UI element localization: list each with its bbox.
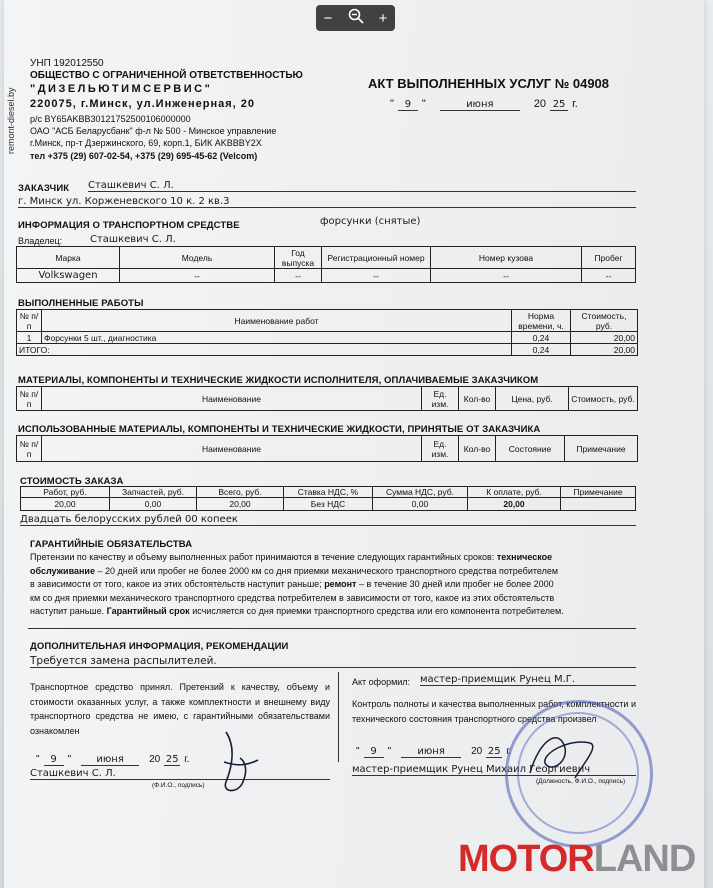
cost-section-title: СТОИМОСТЬ ЗАКАЗА xyxy=(20,476,124,487)
vehicle-header-reg: Регистрационный номер xyxy=(322,247,431,269)
warranty-l3a: в зависимости от того, какое из этих обстоятельств наступит раньше; xyxy=(30,579,325,589)
left-caption: (Ф.И.О., подпись) xyxy=(152,782,205,789)
watermark-part2: LAND xyxy=(593,838,696,880)
vehicle-body: -- xyxy=(431,269,582,283)
phones: тел +375 (29) 607-02-54, +375 (29) 695-45-62 (Velcom) xyxy=(30,151,258,161)
materials-header-cost: Стоимость, руб. xyxy=(569,387,638,411)
cost-vat-sum: 0,00 xyxy=(373,498,468,511)
bank-account: р/с BY65AKBB30121752500106000000 xyxy=(30,114,191,124)
materials-section-title: МАТЕРИАЛЫ, КОМПОНЕНТЫ И ТЕХНИЧЕСКИЕ ЖИДКОСТИ ИСПОЛНИТЕЛЯ, ОПЛАЧИВАЕМЫЕ ЗАКАЗЧИКОМ xyxy=(18,375,539,386)
vehicle-header-year: Год выпуска xyxy=(275,247,322,269)
warranty-l3c: – в течение 30 дней или пробег не более 2000 xyxy=(356,579,554,589)
cost-vat-rate: Без НДС xyxy=(284,498,373,511)
left-date-month: июня xyxy=(81,754,139,766)
materials-header-unit: Ед. изм. xyxy=(422,387,459,411)
warranty-l5c: исчисляется со дня приемки транспортного средства или его компонента потребителем. xyxy=(189,606,564,616)
vehicle-header-brand: Марка xyxy=(17,247,120,269)
left-acceptance-text: Транспортное средство принял. Претензий к качеству, объему и стоимости оказанных услуг, а также комплектности и внешнему виду транспортного средства не имею, с гарантийными обязательствами ознакомлен xyxy=(30,682,330,736)
left-signer: Сташкевич С. Л. xyxy=(30,768,330,780)
right-date-month: июня xyxy=(401,746,461,758)
materials-header-no: № п/п xyxy=(17,387,42,411)
act-date-month: июня xyxy=(440,99,520,111)
org-type: ОБЩЕСТВО С ОГРАНИЧЕННОЙ ОТВЕТСТВЕННОСТЬЮ xyxy=(30,70,303,81)
warranty-l1b: техническое xyxy=(496,552,553,562)
warranty-section-title: ГАРАНТИЙНЫЕ ОБЯЗАТЕЛЬСТВА xyxy=(30,539,193,550)
vehicle-brand: Volkswagen xyxy=(17,269,120,283)
used-section-title: ИСПОЛЬЗОВАННЫЕ МАТЕРИАЛЫ, КОМПОНЕНТЫ И ТЕХНИЧЕСКИЕ ЖИДКОСТИ, ПРИНЯТЫЕ ОТ ЗАКАЗЧИКА xyxy=(18,424,541,435)
act-date: " 9 " июня 20 25 г. xyxy=(390,98,578,110)
zoom-toolbar xyxy=(316,5,395,31)
right-date-year: 25 xyxy=(487,746,501,757)
signature-divider xyxy=(338,672,339,762)
left-date: " 9 " июня 20 25 г. xyxy=(36,754,190,765)
additional-section-title: ДОПОЛНИТЕЛЬНАЯ ИНФОРМАЦИЯ, РЕКОМЕНДАЦИИ xyxy=(30,641,289,652)
additional-text: Требуется замена распылителей. xyxy=(30,655,636,668)
vehicle-year: -- xyxy=(275,269,322,283)
customer-label: ЗАКАЗЧИК xyxy=(18,183,70,194)
customer-name: Сташкевич С. Л. xyxy=(88,180,636,192)
works-total-label: ИТОГО: xyxy=(17,344,512,356)
vehicle-header-model: Модель xyxy=(120,247,275,269)
right-date-suffix: г. xyxy=(506,746,512,757)
cost-header-to-pay: К оплате, руб. xyxy=(468,487,561,498)
left-date-day: 9 xyxy=(44,754,64,766)
magnifier-icon[interactable] xyxy=(348,8,364,28)
works-row-name: Форсунки 5 шт., диагностика xyxy=(42,332,512,344)
cost-header-note: Примечание xyxy=(561,487,636,498)
org-address: 220075, г.Минск, ул.Инженерная, 20 xyxy=(30,98,256,110)
vehicle-header-mileage: Пробег xyxy=(582,247,636,269)
vehicle-header-body: Номер кузова xyxy=(431,247,582,269)
cost-header-works: Работ, руб. xyxy=(21,487,110,498)
cost-table xyxy=(20,486,636,511)
used-header-note: Примечание xyxy=(565,436,638,462)
materials-header-price: Цена, руб. xyxy=(496,387,569,411)
warranty-l5a: наступит раньше. xyxy=(30,606,107,616)
act-date-suffix: г. xyxy=(572,98,578,110)
used-header-no: № п/п xyxy=(17,436,42,462)
right-label: Акт оформил: xyxy=(352,677,411,687)
materials-header-name: Наименование xyxy=(42,387,422,411)
warranty-l2a: обслуживание xyxy=(30,565,95,576)
zoom-out-button[interactable]: − xyxy=(323,9,333,27)
vehicle-table xyxy=(16,246,636,283)
works-header-no: № п/п xyxy=(17,310,42,332)
vehicle-reg: -- xyxy=(322,269,431,283)
works-row-norm: 0,24 xyxy=(512,332,571,344)
cost-total: 20,00 xyxy=(197,498,284,511)
zoom-in-button[interactable]: + xyxy=(378,9,388,27)
owner-label: Владелец: xyxy=(18,236,63,246)
unp-text: УНП 192012550 xyxy=(30,58,104,69)
warranty-l1a: Претензии по качеству и объему выполненных работ принимаются в течение следующих гарантийных сроков: xyxy=(30,552,497,562)
bank-address: г.Минск, пр-т Дзержинского, 69, корп.1, БИК AKBBBY2X xyxy=(30,138,262,148)
cost-header-parts: Запчастей, руб. xyxy=(110,487,197,498)
works-section-title: ВЫПОЛНЕННЫЕ РАБОТЫ xyxy=(18,298,144,309)
right-issuer: мастер-приемщик Рунец М.Г. xyxy=(420,674,636,686)
cost-note xyxy=(561,498,636,511)
right-signer: мастер-приемщик Рунец Михаил Георгиевич xyxy=(352,764,636,776)
works-row-cost: 20,00 xyxy=(571,332,638,344)
warranty-l3b: ремонт xyxy=(324,579,357,589)
warranty-text xyxy=(30,551,636,619)
bank-name: ОАО "АСБ Беларусбанк" ф-л № 500 - Минское управление xyxy=(30,126,277,136)
works-total-cost: 20,00 xyxy=(571,344,638,356)
vehicle-mileage: -- xyxy=(582,269,636,283)
used-header-qty: Кол-во xyxy=(459,436,496,462)
warranty-l4: км со дня приемки механического транспортного средства потребителем в зависимости от того, какое из этих обстоятельств xyxy=(30,592,555,603)
motorland-watermark xyxy=(458,838,695,881)
right-date-year-prefix: 20 xyxy=(471,746,483,757)
cost-to-pay: 20,00 xyxy=(468,498,561,511)
left-signature xyxy=(196,722,266,802)
act-title: АКТ ВЫПОЛНЕННЫХ УСЛУГ № 04908 xyxy=(368,76,610,91)
used-header-name: Наименование xyxy=(42,436,422,462)
vehicle-model: -- xyxy=(120,269,275,283)
used-header-state: Состояние xyxy=(496,436,565,462)
cost-in-words: Двадцать белорусских рублей 00 копеек xyxy=(20,514,636,526)
vehicle-item: форсунки (снятые) xyxy=(320,216,421,227)
left-date-year: 25 xyxy=(165,754,179,765)
cost-header-vat-rate: Ставка НДС, % xyxy=(284,487,373,498)
customer-address: г. Минск ул. Корженевского 10 к. 2 кв.3 xyxy=(18,196,636,208)
warranty-l2b: – 20 дней или пробег не более 2000 км со дня приемки механического транспортного средства потребителем xyxy=(94,565,559,576)
cost-works: 20,00 xyxy=(21,498,110,511)
works-header-name: Наименование работ xyxy=(42,310,512,332)
vehicle-section-title: ИНФОРМАЦИЯ О ТРАНСПОРТНОМ СРЕДСТВЕ xyxy=(18,220,240,231)
warranty-l5b: Гарантийный срок xyxy=(106,606,190,616)
works-table xyxy=(16,309,638,356)
right-signature xyxy=(520,718,610,788)
owner-name: Сташкевич С. Л. xyxy=(90,234,176,245)
left-date-suffix: г. xyxy=(184,754,190,765)
right-date: " 9 " июня 20 25 г. xyxy=(356,746,512,757)
cost-header-vat-sum: Сумма НДС, руб. xyxy=(373,487,468,498)
right-control-text: Контроль полноты и качества выполненных работ, комплектности и технического состояния транспортного средства произвел xyxy=(352,699,636,724)
works-header-cost: Стоимость, руб. xyxy=(571,310,638,332)
works-total-norm: 0,24 xyxy=(512,344,571,356)
works-row-no: 1 xyxy=(17,332,42,344)
divider xyxy=(28,628,636,629)
right-caption: (Должность, Ф.И.О., подпись) xyxy=(536,778,626,785)
act-date-day: 9 xyxy=(398,99,418,111)
works-header-norm: Норма времени, ч. xyxy=(512,310,571,332)
left-date-year-prefix: 20 xyxy=(149,754,161,765)
watermark-part1: MOTOR xyxy=(458,838,594,880)
org-name: "ДИЗЕЛЬЮТИМСЕРВИС" xyxy=(30,83,213,95)
act-date-year-prefix: 20 xyxy=(533,98,547,110)
cost-parts: 0,00 xyxy=(110,498,197,511)
cost-header-total: Всего, руб. xyxy=(197,487,284,498)
act-date-year: 25 xyxy=(550,99,568,111)
materials-header-qty: Кол-во xyxy=(459,387,496,411)
table-row xyxy=(17,332,638,344)
right-date-day: 9 xyxy=(364,746,384,758)
materials-table xyxy=(16,386,638,411)
side-website-text: remont-diesel.by xyxy=(6,87,16,154)
used-header-unit: Ед. изм. xyxy=(422,436,459,462)
used-table xyxy=(16,435,638,462)
